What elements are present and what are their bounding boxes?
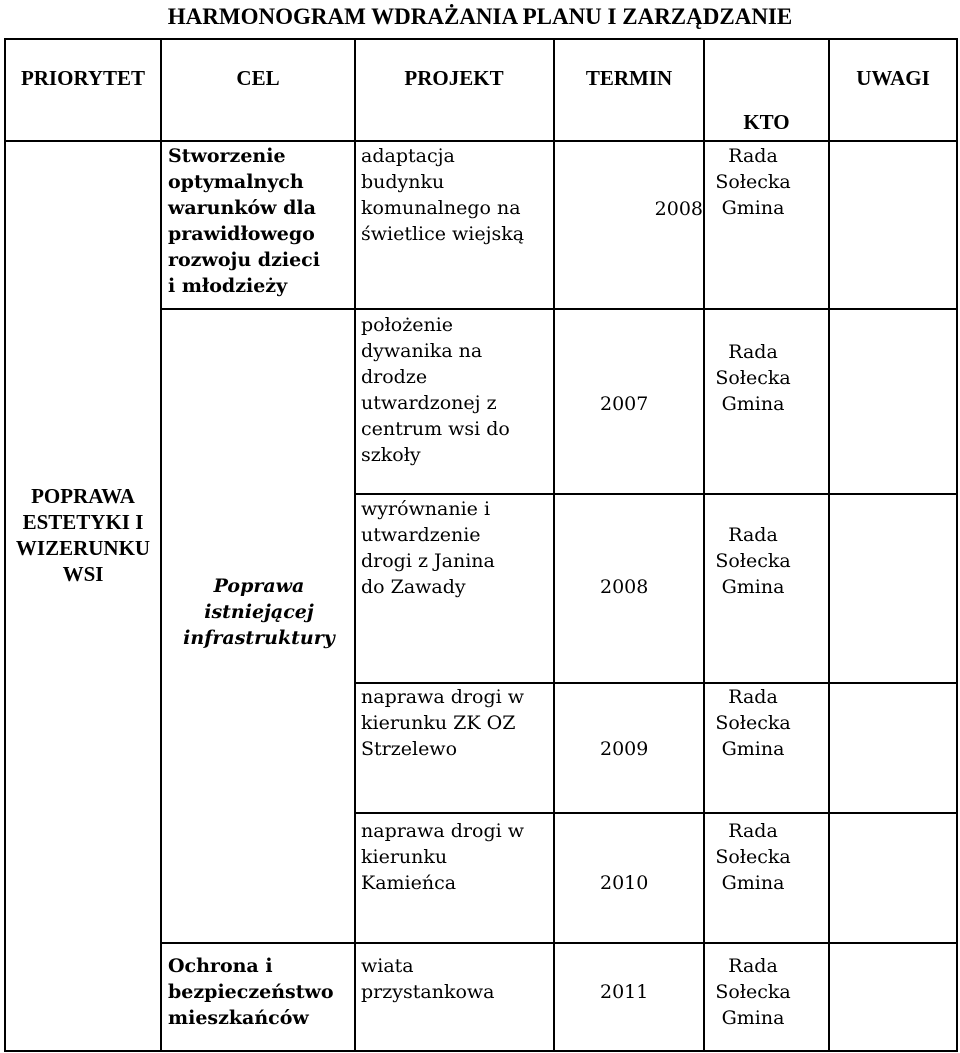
row-4-kto: Rada Sołecka Gmina bbox=[715, 686, 791, 760]
row-2-projekt: położenie dywanika na drodze utwardzonej z centrum wsi do szkoły bbox=[361, 314, 510, 466]
row-6-projekt: wiata przystankowa bbox=[361, 955, 495, 1003]
row-6-kto: Rada Sołecka Gmina bbox=[715, 955, 791, 1029]
col-divider-3 bbox=[553, 38, 555, 1052]
header-projekt: PROJEKT bbox=[404, 66, 504, 90]
row-divider-1 bbox=[160, 308, 958, 310]
header-priorytet: PRIORYTET bbox=[20, 66, 146, 90]
row-3-projekt: wyrównanie i utwardzenie drogi z Janina do Zawady bbox=[361, 498, 495, 598]
header-uwagi: UWAGI bbox=[856, 66, 930, 90]
goal-cell-3: Ochrona i bezpieczeństwo mieszkańców bbox=[168, 955, 334, 1029]
row-1-projekt: adaptacja budynku komunalnego na świetlice wiejską bbox=[361, 145, 525, 245]
header-termin: TERMIN bbox=[585, 66, 673, 90]
header-cel: CEL bbox=[236, 66, 280, 90]
row-5-termin: 2010 bbox=[600, 872, 649, 894]
col-divider-2 bbox=[354, 38, 356, 1052]
row-divider-5 bbox=[160, 942, 958, 944]
priority-cell: POPRAWA ESTETYKI I WIZERUNKU WSI bbox=[15, 484, 151, 586]
table-border-top bbox=[4, 38, 958, 40]
header-kto: KTO bbox=[743, 110, 790, 134]
row-3-termin: 2008 bbox=[600, 576, 649, 598]
row-4-termin: 2009 bbox=[600, 738, 649, 760]
row-1-kto: Rada Sołecka Gmina bbox=[715, 145, 791, 219]
row-6-termin: 2011 bbox=[600, 981, 649, 1003]
row-5-kto: Rada Sołecka Gmina bbox=[715, 820, 791, 894]
col-divider-5 bbox=[828, 38, 830, 1052]
table-border-right bbox=[956, 38, 958, 1052]
goal-cell-1: Stworzenie optymalnych warunków dla prawidłowego rozwoju dzieci i młodzieży bbox=[168, 145, 320, 297]
table-border-bottom bbox=[4, 1050, 958, 1052]
row-2-kto: Rada Sołecka Gmina bbox=[715, 341, 791, 415]
row-5-projekt: naprawa drogi w kierunku Kamieńca bbox=[361, 820, 524, 894]
header-divider bbox=[4, 140, 958, 142]
page-title: HARMONOGRAM WDRAŻANIA PLANU I ZARZĄDZANIE bbox=[167, 4, 793, 29]
row-3-kto: Rada Sołecka Gmina bbox=[715, 524, 791, 598]
row-divider-2 bbox=[354, 493, 958, 495]
goal-cell-2: Poprawa istniejącej infrastruktury bbox=[183, 575, 335, 649]
row-1-termin: 2008 bbox=[654, 198, 703, 220]
row-divider-4 bbox=[354, 812, 958, 814]
row-4-projekt: naprawa drogi w kierunku ZK OZ Strzelewo bbox=[361, 686, 524, 760]
row-2-termin: 2007 bbox=[600, 393, 649, 415]
